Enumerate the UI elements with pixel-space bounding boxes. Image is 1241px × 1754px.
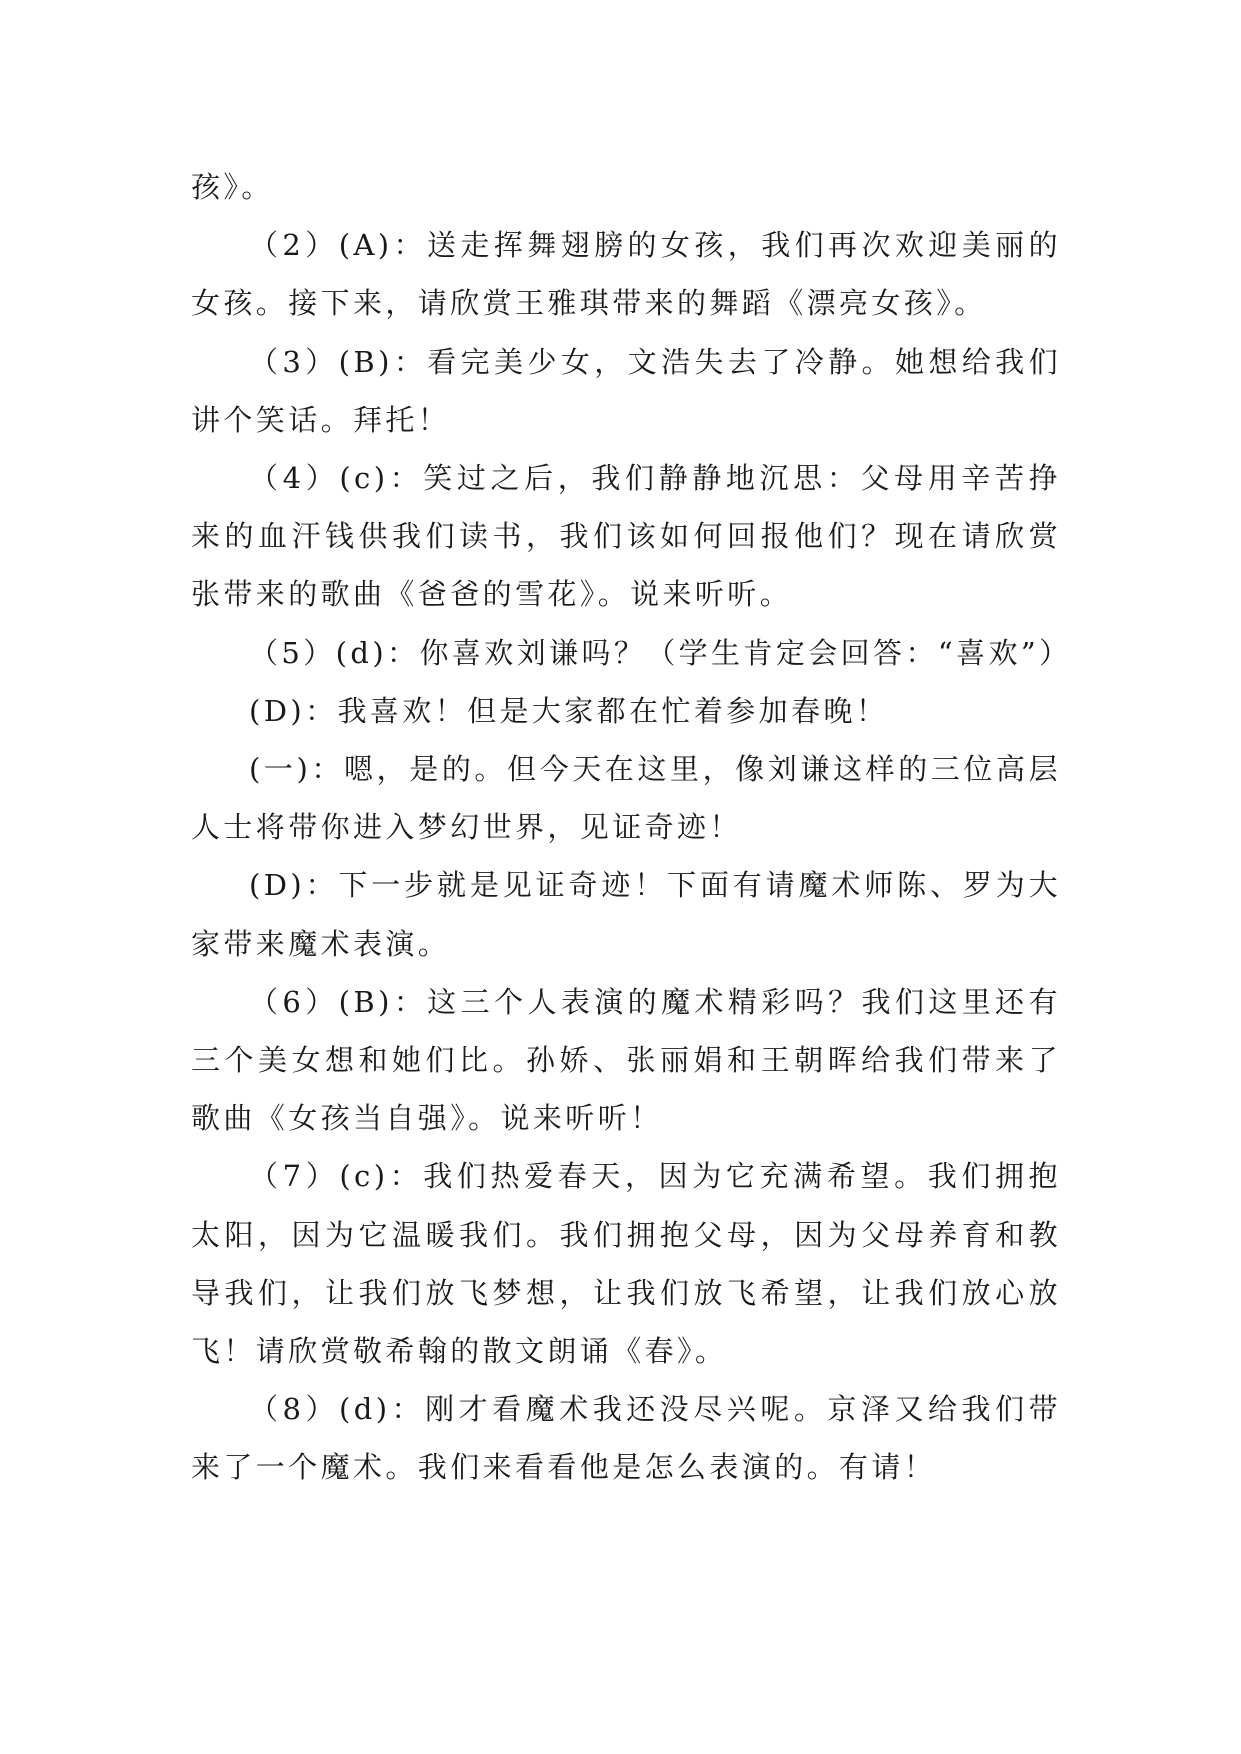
- paragraph: (D)：我喜欢！但是大家都在忙着参加春晚！: [249, 693, 889, 728]
- paragraph: （5）(d)：你喜欢刘谦吗？（学生肯定会回答：“喜欢”）: [249, 635, 1072, 670]
- paragraph: （4）(c)：笑过之后，我们静静地沉思：父母用辛苦挣来的血汗钱供我们读书，我们该如何回报他们？现在请欣赏张带来的歌曲《爸爸的雪花》。说来听听。: [191, 461, 1061, 612]
- paragraph: 孩》。: [191, 170, 274, 204]
- paragraph: （3）(B)：看完美少女，文浩失去了冷静。她想给我们讲个笑话。拜托！: [191, 344, 1061, 437]
- paragraph: （8）(d)：刚才看魔术我还没尽兴呢。京泽又给我们带来了一个魔术。我们来看看他是怎么表演的。有请！: [191, 1392, 1061, 1485]
- paragraph: (D)：下一步就是见证奇迹！下面有请魔术师陈、罗为大家带来魔术表演。: [191, 868, 1061, 961]
- paragraph: (一)：嗯，是的。但今天在这里，像刘谦这样的三位高层人士将带你进入梦幻世界，见证奇迹！: [191, 752, 1061, 845]
- document-body: [191, 158, 1072, 1497]
- paragraph: （2）(A)：送走挥舞翅膀的女孩，我们再次欢迎美丽的女孩。接下来，请欣赏王雅琪带来的舞蹈《漂亮女孩》。: [191, 228, 1061, 321]
- paragraph: （6）(B)：这三个人表演的魔术精彩吗？我们这里还有三个美女想和她们比。孙娇、张丽娟和王朝晖给我们带来了歌曲《女孩当自强》。说来听听！: [191, 984, 1061, 1136]
- paragraph: （7）(c)：我们热爱春天，因为它充满希望。我们拥抱太阳，因为它温暖我们。我们拥抱父母，因为父母养育和教导我们，让我们放飞梦想，让我们放飞希望，让我们放心放飞！请欣赏敬希翰的散文朗诵《春》。: [191, 1159, 1061, 1369]
